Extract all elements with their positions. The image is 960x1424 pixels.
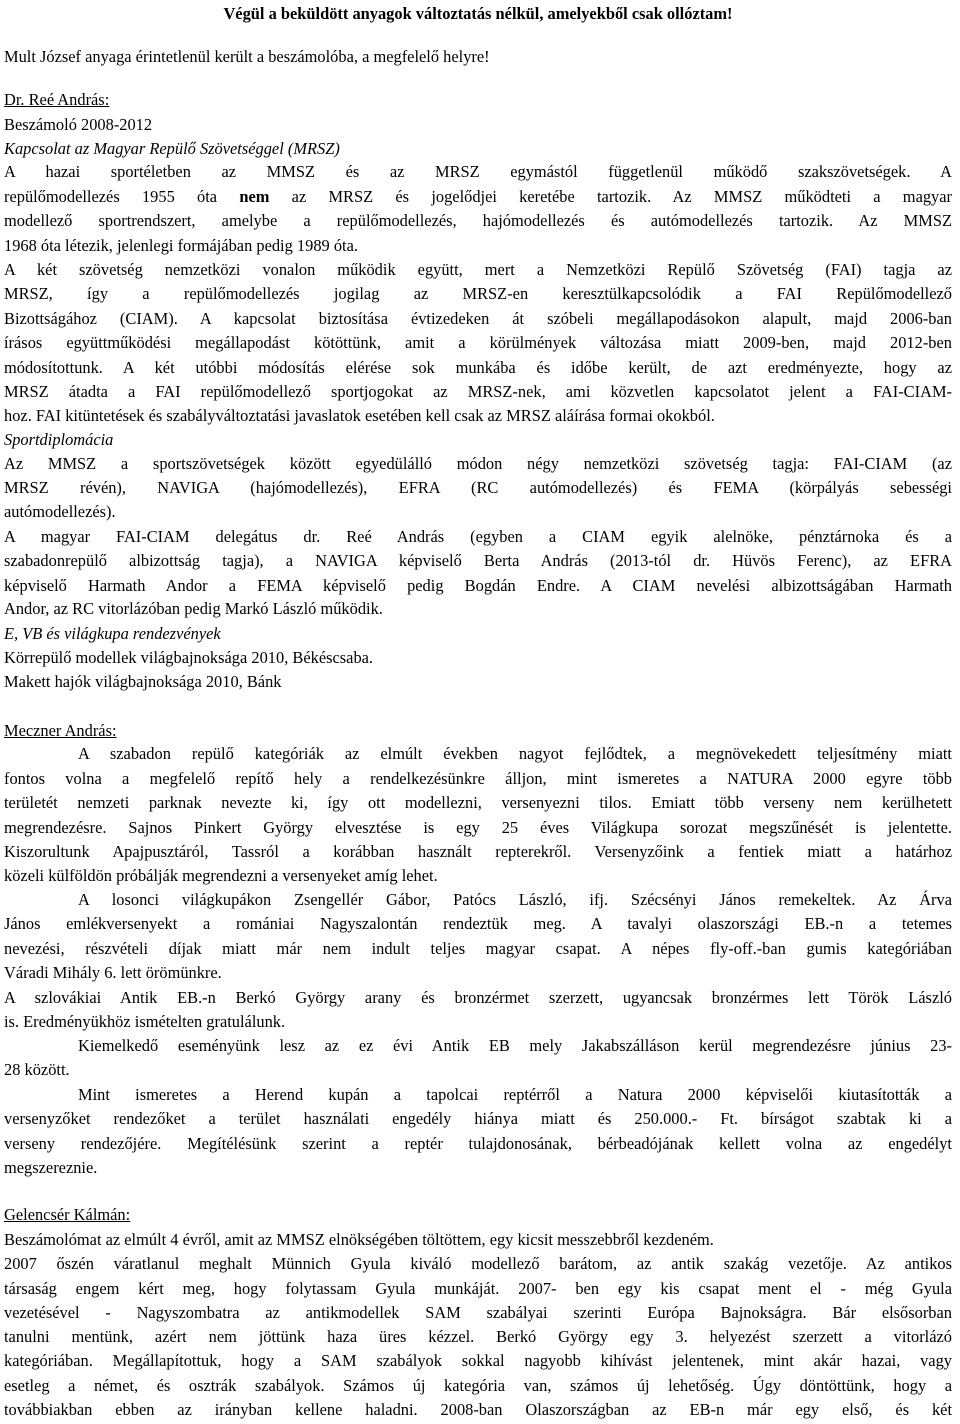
text-span: az MRSZ és jogelődjei keretébe tartozik. Az MMSZ működteti a magyar xyxy=(269,187,953,207)
event-item: Makett hajók világbajnoksága 2010, Bánk xyxy=(4,671,282,691)
ree-p2-line: hoz. FAI kitüntetések és szabályváltoztatási javaslatok esetében kell csak az MRSZ aláírása formai okokból. xyxy=(4,405,715,425)
ree-p2-line: MRSZ, így a repülőmodellezés jogilag az MRSZ-en keresztülkapcsolódik a FAI Repülőmodellező xyxy=(4,284,952,304)
ree-p3-line: Az MMSZ a sportszövetségek között egyedülálló módon négy nemzetközi szövetség tagja: FAI-CIAM (az xyxy=(4,454,952,474)
meczner-line: 28 között. xyxy=(4,1060,70,1080)
ree-subtitle: Beszámoló 2008-2012 xyxy=(4,114,153,134)
ree-p3-line: autómodellezés). xyxy=(4,502,116,522)
section-sportdiplomacia: Sportdiplomácia xyxy=(4,429,114,449)
section-events: E, VB és világkupa rendezvények xyxy=(4,624,221,644)
intro-bold-line: Végül a beküldött anyagok változtatás nélkül, amelyekből csak ollóztam! xyxy=(223,3,733,23)
gelencser-line: vezetésével - Nagyszombatra az antikmodellek SAM szabályai szerinti Európa Bajnokságra. Bár elsősorban xyxy=(4,1302,952,1322)
meczner-line: Kiemelkedő eseményünk lesz az ez évi Antik EB mely Jakabszálláson kerül megrendezésre június 23- xyxy=(78,1036,952,1056)
gelencser-line: Beszámolómat az elmúlt 4 évről, amit az MMSZ elnökségében töltöttem, egy kicsit messzebbről kezdeném. xyxy=(4,1230,714,1250)
gelencser-line: társaság engem kért meg, hogy folytassam Gyula munkáját. 2007- ben egy kis csapat ment el - még Gyula xyxy=(4,1278,952,1298)
ree-p4-line: szabadonrepülő albizottság tagja), a NAVIGA képviselő Berta András (2013-tól dr. Hüvös Ferenc), az EFRA xyxy=(4,550,952,570)
section-mrsz: Kapcsolat az Magyar Repülő Szövetséggel (MRSZ) xyxy=(4,139,340,159)
meczner-line: A losonci világkupákon Zsengellér Gábor, Patócs László, ifj. Szécsényi János remekeltek. Az Árva xyxy=(78,890,952,910)
meczner-heading: Meczner András: xyxy=(4,720,117,740)
ree-p1-line: modellező sportrendszert, amelybe a repülőmodellezés, hajómodellezés és autómodellezés tartozik. Az MMSZ xyxy=(4,210,952,230)
gelencser-line: kategóriában. Megállapítottuk, hogy a SAM szabályok sokkal nagyobb kihívást jelentenek, mint akár hazai, vagy xyxy=(4,1351,952,1371)
ree-p4-line: A magyar FAI-CIAM delegátus dr. Reé András (egyben a CIAM egyik alelnöke, pénztárnoka és a xyxy=(4,526,952,546)
meczner-line: is. Eredményükhöz ismételten gratulálunk. xyxy=(4,1011,286,1031)
emphasis-nem: nem xyxy=(239,187,270,207)
meczner-line: Mint ismeretes a Herend kupán a tapolcai reptérről a Natura 2000 képviselői kiutasították a xyxy=(78,1085,952,1105)
ree-p1-line: 1968 óta létezik, jelenlegi formájában pedig 1989 óta. xyxy=(4,235,358,255)
meczner-line: közeli külföldön próbálják megrendezni a versenyeket amíg lehet. xyxy=(4,865,438,885)
ree-heading: Dr. Reé András: xyxy=(4,89,110,109)
meczner-line: verseny rendezőjére. Megítélésünk szerint a reptér tulajdonosának, bérbeadójának kellett volna az engedélyt xyxy=(4,1133,952,1153)
meczner-line: Kiszorultunk Apajpusztáról, Tassról a korábban használt repterekről. Versenyzőink a fentiek miatt a határhoz xyxy=(4,841,952,861)
ree-p2-line: módosítottunk. A két utóbbi módosítás elérése sok munkába és időbe került, de azt eredményezte, hogy az xyxy=(4,357,952,377)
meczner-line: A szlovákiai Antik EB.-n Berkó György arany és bronzérmet szerzett, ugyancsak bronzérmes lett Török László xyxy=(4,987,952,1007)
intro-mult-line: Mult József anyaga érintetlenül került a beszámolóba, a megfelelő helyre! xyxy=(4,46,490,66)
meczner-line: A szabadon repülő kategóriák az elmúlt években nagyot fejlődtek, a megnövekedett teljesítmény miatt xyxy=(78,744,952,764)
gelencser-line: tanulni mentünk, azért nem jöttünk haza üres kézzel. Berkó György egy 3. helyezést szerzett a vitorlázó xyxy=(4,1327,952,1347)
ree-p4-line: Andor, az RC vitorlázóban pedig Markó László működik. xyxy=(4,599,383,619)
ree-p3-line: MRSZ révén), NAVIGA (hajómodellezés), EFRA (RC autómodellezés) és FEMA (körpályás sebességi xyxy=(4,478,952,498)
meczner-line: fontos volna a megfelelő repítő hely a rendelkezésünkre álljon, mint ismeretes a NATURA 2000 egyre több xyxy=(4,769,952,789)
text-span: repülőmodellezés 1955 óta xyxy=(4,187,240,207)
ree-p2-line: Bizottságához (CIAM). A kapcsolat biztosítása évtizedeken át szóbeli megállapodásokon alapult, majd 2006-ban xyxy=(4,309,952,329)
gelencser-line: 2007 őszén váratlanul meghalt Münnich Gyula kiváló modellező barátom, az antik szakág vezetője. Az antikos xyxy=(4,1253,952,1273)
ree-p2-line: A két szövetség nemzetközi vonalon működik együtt, mert a Nemzetközi Repülő Szövetség (FAI) tagja az xyxy=(4,259,952,279)
ree-p2-line: írásos együttműködési megállapodást kötöttünk, amit a körülmények változása miatt 2009-ben, majd 2012-ben xyxy=(4,333,952,353)
event-item: Körrepülő modellek világbajnoksága 2010, Békéscsaba. xyxy=(4,648,374,668)
meczner-line: János emlékversenyekt a romániai Nagyszalontán rendeztük meg. A tavalyi olaszországi EB.-n a tetemes xyxy=(4,914,952,934)
meczner-line: versenyzőket rendezőket a terület használati engedély hiánya miatt és 250.000.- Ft. bírságot szabtak ki a xyxy=(4,1108,952,1128)
ree-p2-line: MRSZ átadta a FAI repülőmodellező sportjogokat az MRSZ-nek, ami közvetlen kapcsolatot jelent a FAI-CIAM- xyxy=(4,381,952,401)
gelencser-line: esetleg a német, és osztrák szabályok. Számos új kategória van, számos új lehetőség. Úgy döntöttünk, hogy a xyxy=(4,1376,952,1396)
ree-p1-line xyxy=(4,185,952,210)
gelencser-heading: Gelencsér Kálmán: xyxy=(4,1205,131,1225)
meczner-line: megrendezésre. Sajnos Pinkert György elvesztése is egy 25 éves Világkupa sorozat megszűnését is jelentette. xyxy=(4,817,952,837)
meczner-line: területét nemzeti parknak nevezte ki, így ott modellezni, versenyezni tilos. Emiatt több verseny nem kerülhetett xyxy=(4,793,952,813)
meczner-line: Váradi Mihály 6. lett örömünkre. xyxy=(4,962,222,982)
ree-p4-line: képviselő Harmath Andor a FEMA képviselő pedig Bogdán Endre. A CIAM nevelési albizottságában Harmath xyxy=(4,575,952,595)
meczner-line: nevezési, részvételi díjak miatt már nem indult teljes magyar csapat. A népes fly-off.-ban gumis kategóriában xyxy=(4,939,952,959)
meczner-line: megszereznie. xyxy=(4,1157,98,1177)
ree-p1-line: A hazai sportéletben az MMSZ és az MRSZ egymástól függetlenül működő szakszövetségek. A xyxy=(4,162,952,182)
gelencser-line: továbbiakban ebben az irányban kellene haladni. 2008-ban Olaszországban az EB-n már egy első, és két xyxy=(4,1400,952,1419)
